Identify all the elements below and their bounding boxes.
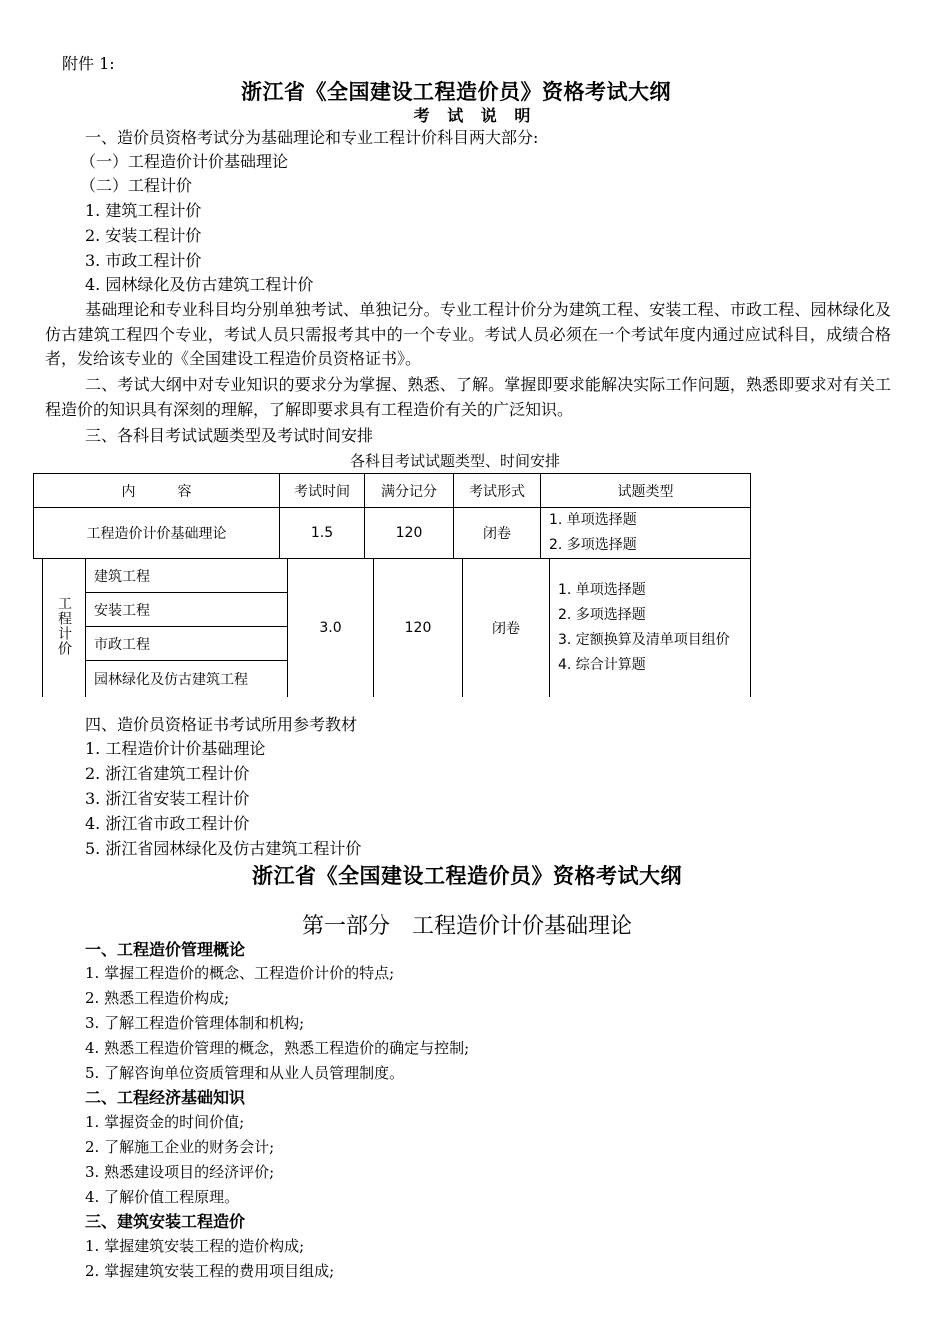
- document-subtitle: 考 试 说 明: [413, 106, 537, 125]
- header-types: 试题类型: [541, 474, 751, 508]
- section-1-item-2: 2. 熟悉工程造价构成;: [85, 989, 230, 1007]
- section-2-heading: 二、工程经济基础知识: [85, 1088, 246, 1107]
- row2-group-cell: [43, 559, 86, 697]
- intro-paragraph-2-text: 二、考试大纲中对专业知识的要求分为掌握、熟悉、了解。掌握即要求能解决实际工作问题，熟悉即要求对有关工程造价的知识具有深刻的理解，了解即要求具有工程造价有关的广泛知识。: [45, 375, 891, 419]
- exam-schedule-table-top: [33, 473, 751, 559]
- header-time: 考试时间: [280, 474, 365, 508]
- row2-type-3: 3. 定额换算及清单项目组价: [558, 631, 730, 648]
- row2-subject-3: 市政工程: [86, 627, 288, 661]
- row2-type-4: 4. 综合计算题: [558, 656, 646, 673]
- attachment-label: 附件 1:: [62, 54, 115, 73]
- exam-schedule-table-bottom: [42, 558, 751, 697]
- section-1-item-5: 5. 了解咨询单位资质管理和从业人员管理制度。: [85, 1064, 405, 1082]
- row2-subject-4: 园林绿化及仿古建筑工程: [86, 661, 288, 697]
- row2-subject-1: 建筑工程: [86, 559, 288, 593]
- references-heading: 四、造价员资格证书考试所用参考教材: [85, 715, 358, 734]
- reference-item-1: 1. 工程造价计价基础理论: [85, 739, 266, 758]
- section-2-item-1: 1. 掌握资金的时间价值;: [85, 1113, 245, 1131]
- intro-paragraph-2: [45, 373, 891, 422]
- intro-sub-4: 4. 园林绿化及仿古建筑工程计价: [85, 275, 314, 294]
- row2-subject-2: 安装工程: [86, 593, 288, 627]
- table-caption: 各科目考试试题类型、时间安排: [350, 452, 561, 470]
- intro-item-b: （二）工程计价: [80, 176, 193, 195]
- row1-score: 120: [365, 508, 454, 559]
- section-2-item-2: 2. 了解施工企业的财务会计;: [85, 1138, 275, 1156]
- document-title: 浙江省《全国建设工程造价员》资格考试大纲: [241, 79, 671, 104]
- section-1-item-4: 4. 熟悉工程造价管理的概念，熟悉工程造价的确定与控制;: [85, 1039, 470, 1057]
- row2-form: 闭卷: [463, 559, 550, 697]
- intro-sub-2: 2. 安装工程计价: [85, 226, 202, 245]
- row2-types: [550, 559, 751, 697]
- row1-types: [541, 508, 751, 559]
- row2-type-2: 2. 多项选择题: [558, 606, 646, 623]
- part1-title: 第一部分 工程造价计价基础理论: [301, 914, 632, 939]
- intro-item-a: （一）工程造价计价基础理论: [80, 152, 289, 171]
- section-2-item-4: 4. 了解价值工程原理。: [85, 1188, 240, 1206]
- intro-line-3: 三、各科目考试试题类型及考试时间安排: [85, 426, 374, 445]
- section-3-heading: 三、建筑安装工程造价: [85, 1212, 246, 1231]
- reference-item-5: 5. 浙江省园林绿化及仿古建筑工程计价: [85, 839, 362, 858]
- row1-content: 工程造价计价基础理论: [34, 508, 280, 559]
- row2-group: 工程计价: [56, 595, 72, 656]
- section-3-item-2: 2. 掌握建筑安装工程的费用项目组成;: [85, 1262, 335, 1280]
- intro-sub-3: 3. 市政工程计价: [85, 251, 202, 270]
- header-form: 考试形式: [454, 474, 541, 508]
- section-1-heading: 一、工程造价管理概论: [85, 940, 246, 959]
- reference-item-2: 2. 浙江省建筑工程计价: [85, 764, 250, 783]
- reference-item-4: 4. 浙江省市政工程计价: [85, 814, 250, 833]
- row1-type-2: 2. 多项选择题: [549, 537, 637, 553]
- document-title-2: 浙江省《全国建设工程造价员》资格考试大纲: [252, 863, 682, 888]
- header-content: 内 容: [34, 474, 280, 508]
- intro-paragraph-1-text: 基础理论和专业科目均分别单独考试、单独记分。专业工程计价分为建筑工程、安装工程、市政工程、园林绿化及仿古建筑工程四个专业，考试人员只需报考其中的一个专业。考试人员必须在一个考试年度内通过应试科目，成绩合格者，发给该专业的《全国建设工程造价员资格证书》。: [45, 300, 891, 368]
- row2-score: 120: [374, 559, 463, 697]
- reference-item-3: 3. 浙江省安装工程计价: [85, 789, 250, 808]
- row2-time: 3.0: [288, 559, 374, 697]
- row1-form: 闭卷: [454, 508, 541, 559]
- intro-line-1: 一、造价员资格考试分为基础理论和专业工程计价科目两大部分:: [85, 128, 539, 147]
- row1-time: 1.5: [280, 508, 365, 559]
- intro-paragraph-1: [45, 298, 891, 372]
- section-3-item-1: 1. 掌握建筑安装工程的造价构成;: [85, 1237, 305, 1255]
- header-score: 满分记分: [365, 474, 454, 508]
- section-2-item-3: 3. 熟悉建设项目的经济评价;: [85, 1163, 275, 1181]
- intro-sub-1: 1. 建筑工程计价: [85, 201, 202, 220]
- row1-type-1: 1. 单项选择题: [549, 512, 637, 528]
- section-1-item-1: 1. 掌握工程造价的概念、工程造价计价的特点;: [85, 964, 395, 982]
- section-1-item-3: 3. 了解工程造价管理体制和机构;: [85, 1014, 305, 1032]
- row2-type-1: 1. 单项选择题: [558, 581, 646, 598]
